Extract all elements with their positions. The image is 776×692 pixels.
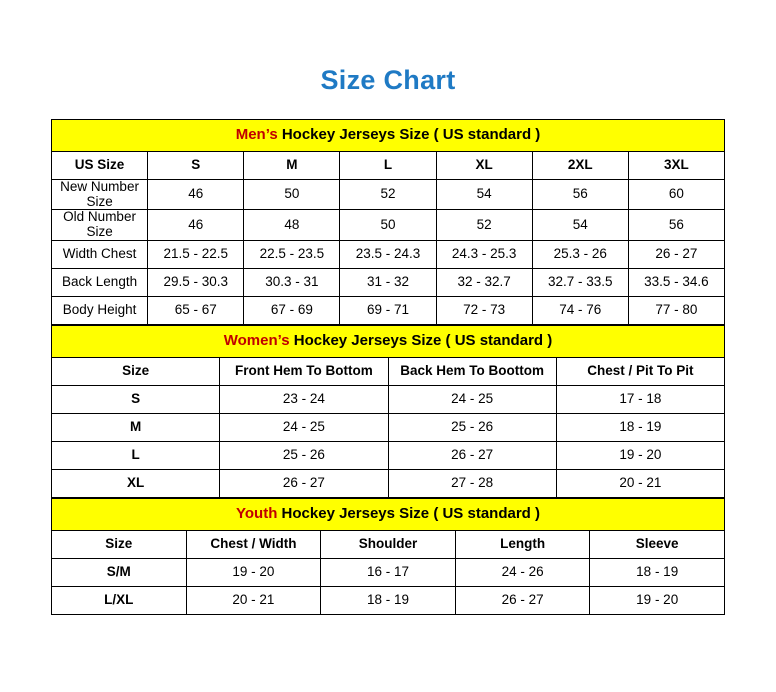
table-row [52,559,725,587]
mens-row-4-c2: 67 - 69 [244,297,340,325]
mens-row-0-c6: 60 [628,179,724,210]
youth-row-0-c2: 16 - 17 [321,559,456,587]
mens-row-3-c5: 32.7 - 33.5 [532,269,628,297]
size-tables [51,119,725,615]
youth-col-2: Shoulder [321,531,456,559]
womens-col-1: Front Hem To Bottom [220,358,388,386]
mens-row-0-c5: 56 [532,179,628,210]
mens-row-3-label: Back Length [52,269,148,297]
womens-row-1-c2: 25 - 26 [388,414,556,442]
womens-heading-accent: Women’s [223,332,290,350]
mens-row-4-c6: 77 - 80 [628,297,724,325]
mens-col-6: 3XL [628,151,724,179]
mens-size-table [51,119,725,325]
womens-col-2: Back Hem To Boottom [388,358,556,386]
mens-row-2-c2: 22.5 - 23.5 [244,241,340,269]
mens-col-4: XL [436,151,532,179]
womens-row-3-c1: 26 - 27 [220,470,388,498]
table-row [52,470,725,498]
mens-section-heading [52,119,725,151]
youth-section-heading [52,499,725,531]
mens-row-1-c4: 52 [436,210,532,241]
mens-row-2-c4: 24.3 - 25.3 [436,241,532,269]
mens-section-heading-row [52,119,725,151]
page-title: Size Chart [320,65,456,95]
youth-row-1-c4: 19 - 20 [590,587,725,615]
mens-col-3: L [340,151,436,179]
womens-row-1-c3: 18 - 19 [556,414,724,442]
youth-row-0-c3: 24 - 26 [455,559,590,587]
youth-row-0-c4: 18 - 19 [590,559,725,587]
womens-row-3-c2: 27 - 28 [388,470,556,498]
mens-row-4-label: Body Height [52,297,148,325]
mens-row-0-c4: 54 [436,179,532,210]
womens-col-3: Chest / Pit To Pit [556,358,724,386]
womens-row-2-c2: 26 - 27 [388,442,556,470]
womens-row-0-c3: 17 - 18 [556,386,724,414]
mens-row-1-c2: 48 [244,210,340,241]
youth-section-heading-row [52,499,725,531]
womens-row-3-label: XL [52,470,220,498]
mens-column-header-row [52,151,725,179]
mens-row-3-c1: 29.5 - 30.3 [148,269,244,297]
mens-col-1: S [148,151,244,179]
youth-col-4: Sleeve [590,531,725,559]
womens-heading-rest: Hockey Jerseys Size ( US standard ) [289,332,553,350]
mens-heading-rest: Hockey Jerseys Size ( US standard ) [277,125,541,143]
mens-row-3-c6: 33.5 - 34.6 [628,269,724,297]
youth-row-0-c1: 19 - 20 [186,559,321,587]
mens-row-0-c2: 50 [244,179,340,210]
youth-row-1-c2: 18 - 19 [321,587,456,615]
youth-col-3: Length [455,531,590,559]
mens-row-1-label: Old Number Size [52,210,148,241]
womens-section-heading [52,326,725,358]
womens-row-0-label: S [52,386,220,414]
youth-row-1-c1: 20 - 21 [186,587,321,615]
mens-row-2-c1: 21.5 - 22.5 [148,241,244,269]
youth-heading-accent: Youth [236,505,278,523]
table-row [52,269,725,297]
mens-row-2-label: Width Chest [52,241,148,269]
womens-row-1-label: M [52,414,220,442]
youth-size-table [51,498,725,615]
womens-row-3-c3: 20 - 21 [556,470,724,498]
mens-row-1-c5: 54 [532,210,628,241]
womens-row-1-c1: 24 - 25 [220,414,388,442]
womens-section-heading-row [52,326,725,358]
mens-row-1-c1: 46 [148,210,244,241]
womens-column-header-row [52,358,725,386]
womens-row-0-c1: 23 - 24 [220,386,388,414]
mens-row-0-c1: 46 [148,179,244,210]
youth-size-table-block [51,498,725,615]
youth-col-1: Chest / Width [186,531,321,559]
womens-row-2-label: L [52,442,220,470]
youth-col-0: Size [52,531,187,559]
table-row [52,587,725,615]
mens-row-3-c4: 32 - 32.7 [436,269,532,297]
table-row [52,179,725,210]
womens-size-table-block [51,325,725,498]
mens-row-0-c3: 52 [340,179,436,210]
table-row [52,210,725,241]
mens-col-0: US Size [52,151,148,179]
mens-row-1-c3: 50 [340,210,436,241]
mens-row-2-c5: 25.3 - 26 [532,241,628,269]
youth-row-1-label: L/XL [52,587,187,615]
table-row [52,297,725,325]
womens-col-0: Size [52,358,220,386]
mens-heading-accent: Men’s [235,125,278,143]
mens-col-2: M [244,151,340,179]
youth-column-header-row [52,531,725,559]
mens-row-0-label: New Number Size [52,179,148,210]
youth-row-0-label: S/M [52,559,187,587]
mens-row-3-c2: 30.3 - 31 [244,269,340,297]
mens-row-2-c6: 26 - 27 [628,241,724,269]
mens-row-2-c3: 23.5 - 24.3 [340,241,436,269]
youth-heading-rest: Hockey Jerseys Size ( US standard ) [277,505,540,523]
table-row [52,386,725,414]
mens-row-3-c3: 31 - 32 [340,269,436,297]
youth-row-1-c3: 26 - 27 [455,587,590,615]
table-row [52,442,725,470]
womens-row-2-c3: 19 - 20 [556,442,724,470]
mens-row-4-c1: 65 - 67 [148,297,244,325]
womens-row-2-c1: 25 - 26 [220,442,388,470]
table-row [52,241,725,269]
mens-size-table-block [51,119,725,325]
table-row [52,414,725,442]
womens-row-0-c2: 24 - 25 [388,386,556,414]
mens-row-1-c6: 56 [628,210,724,241]
womens-size-table [51,325,725,498]
mens-row-4-c3: 69 - 71 [340,297,436,325]
mens-col-5: 2XL [532,151,628,179]
mens-row-4-c5: 74 - 76 [532,297,628,325]
mens-row-4-c4: 72 - 73 [436,297,532,325]
